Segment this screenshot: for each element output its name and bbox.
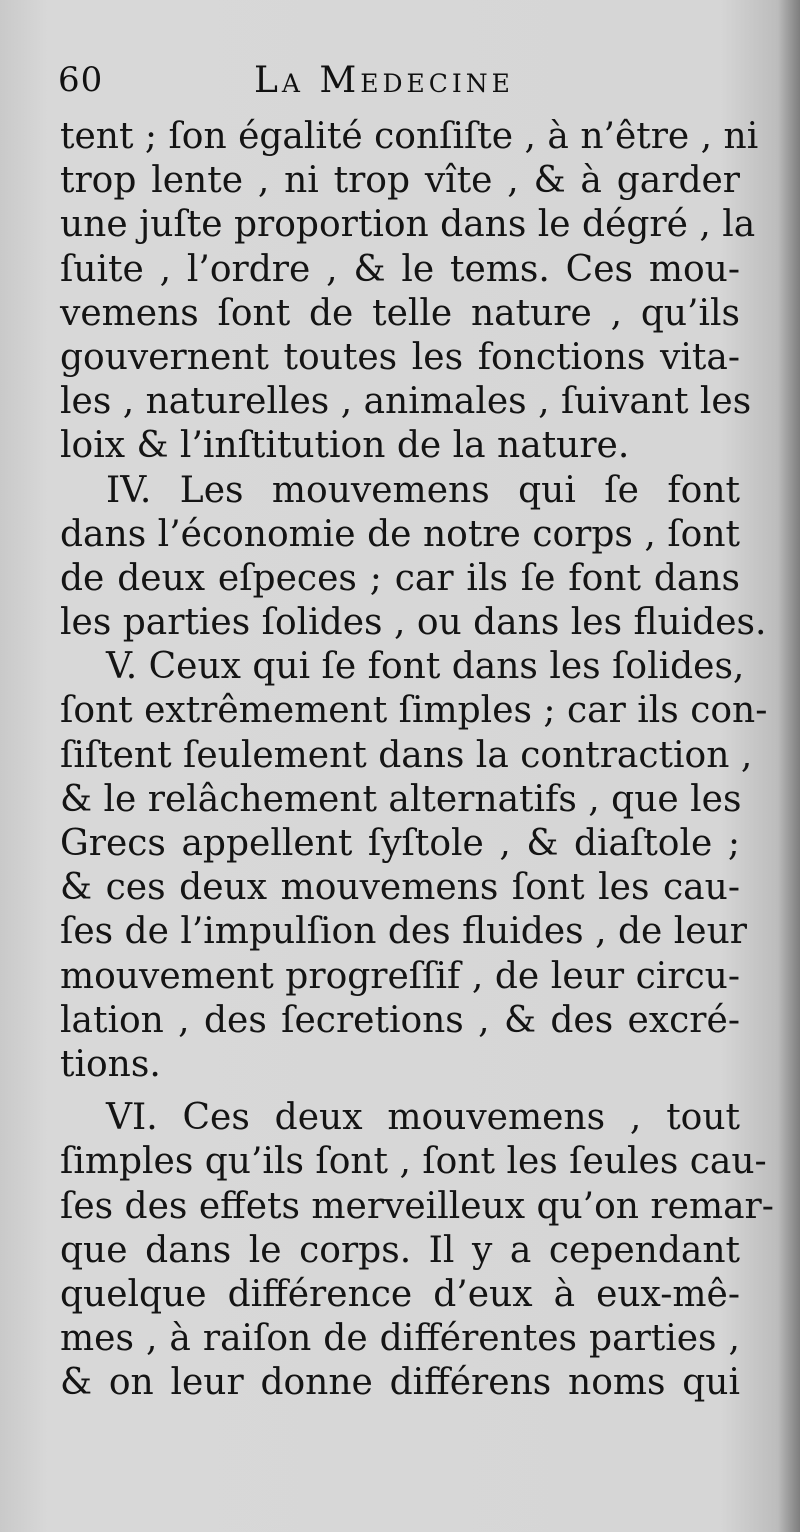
page-number: 60 — [58, 60, 104, 100]
paragraph-start: VI. Ces deux mouvemens , tout — [106, 1097, 740, 1139]
page-header — [58, 60, 758, 110]
text-line: trop lente , ni trop vîte , & à garder — [60, 160, 740, 202]
text-line: & ces deux mouvemens ſont les cau- — [60, 867, 740, 909]
page-edge-shadow — [778, 0, 800, 1532]
text-line: ſuite , l’ordre , & le tems. Ces mou- — [60, 248, 740, 290]
text-line: ſes de l’impulſion des fluides , de leur — [60, 911, 747, 953]
text-line: vemens ſont de telle nature , qu’ils — [60, 292, 740, 334]
text-line: ſont extrêmement ſimples ; car ils con- — [60, 690, 768, 732]
paragraph-start: IV. Les mouvemens qui ſe font — [106, 469, 740, 511]
text-line: les , naturelles , animales , ſuivant les — [60, 381, 752, 423]
text-line: & on leur donne différens noms qui — [60, 1362, 740, 1404]
text-line: de deux eſpeces ; car ils ſe font dans — [60, 557, 740, 599]
text-line: gouvernent toutes les fonctions vita- — [60, 336, 740, 378]
text-line: ſimples qu’ils ſont , ſont les ſeules cau- — [60, 1141, 767, 1183]
text-line: loix & l’inſtitution de la nature. — [60, 425, 630, 467]
text-line: mouvement progreſſif , de leur circu- — [60, 955, 740, 997]
text-line: tions. — [60, 1043, 161, 1085]
text-line: mes , à raiſon de différentes parties , — [60, 1318, 740, 1360]
text-line: & le relâchement alternatifs , que les — [60, 778, 742, 820]
text-line: ſes des effets merveilleux qu’on remar- — [60, 1185, 774, 1227]
body-text — [60, 115, 774, 1405]
text-line: les parties ſolides , ou dans les fluides. — [60, 602, 767, 644]
text-line: une juſte proportion dans le dégré , la — [60, 204, 756, 246]
text-line: ſiſtent ſeulement dans la contraction , — [60, 734, 753, 776]
text-line: quelque différence d’eux à eux-mê- — [60, 1273, 740, 1315]
text-line: lation , des ſecretions , & des excré- — [60, 999, 740, 1041]
text-line: que dans le corps. Il y a cependant — [60, 1229, 740, 1271]
paragraph-start: V. Ceux qui ſe font dans les ſolides, — [106, 646, 745, 688]
text-line: tent ; ſon égalité conſiſte , à n’être , ni — [60, 116, 759, 157]
running-title: La Medecine — [254, 60, 514, 101]
text-line: dans l’économie de notre corps , ſont — [60, 513, 740, 555]
paragraph-gap — [60, 1087, 740, 1096]
text-line: Grecs appellent ſyſtole , & diaſtole ; — [60, 823, 740, 864]
